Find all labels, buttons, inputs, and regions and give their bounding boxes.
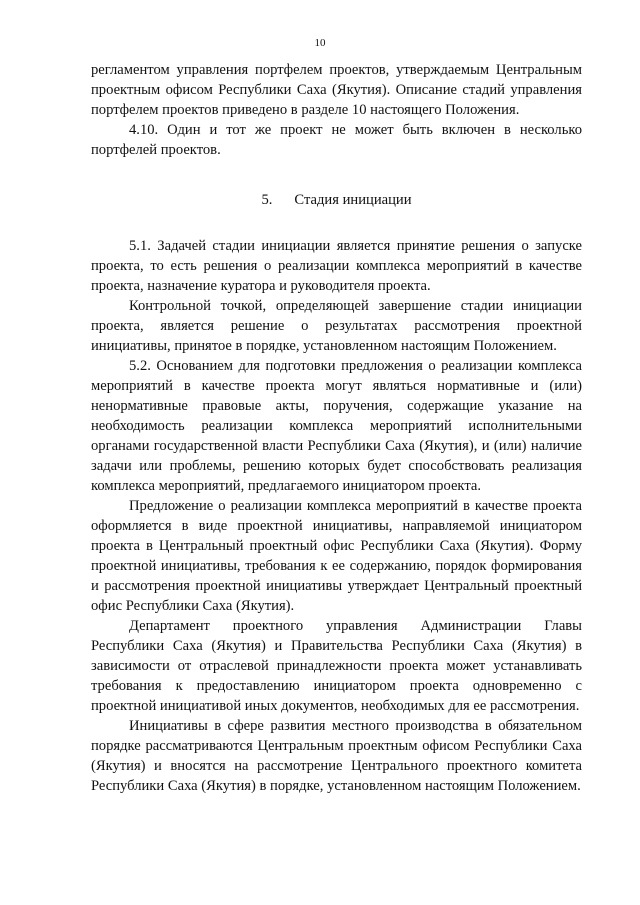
page-number: 10 [314, 37, 326, 49]
paragraph-local-production: Инициативы в сфере развития местного производства в обязательном порядке рассматриваются Центральным проектным офисом Республики Саха (Якутия) и вносятся на рассмотрение Центрального проектного комитета Республики Саха (Якутия) в порядке, установленном настоящим Положением. [91, 718, 582, 794]
paragraph-proposal: Предложение о реализации комплекса мероприятий в качестве проекта оформляется в виде проектной инициативы, направляемой инициатором проекта в Центральный проектный офис Республики Саха (Якутия). Форму проектной инициативы, требования к ее содержанию, порядок формирования и рассмотрения проектной инициативы утверждает Центральный проектный офис Республики Саха (Якутия). [91, 498, 582, 614]
paragraph-department: Департамент проектного управления Администрации Главы Республики Саха (Якутия) и Правительства Республики Саха (Якутия) в зависимости от отраслевой принадлежности проекта может устанавливать требования к предоставлению инициатором проекта одновременно с проектной инициативой иных документов, необходимых для ее рассмотрения. [91, 618, 582, 714]
paragraph-5-2: 5.2. Основанием для подготовки предложения о реализации комплекса мероприятий в качестве проекта могут являться нормативные и (или) ненормативные правовые акты, поручения, содержащие указание на необходимость реализации комплекса мероприятий исполнительными органами государственной власти Республики Саха (Якутия), и (или) наличие задачи или проблемы, решению которых будет способствовать реализация комплекса мероприятий, предлагаемого инициатором проекта. [91, 358, 582, 494]
paragraph-5-1: 5.1. Задачей стадии инициации является принятие решения о запуске проекта, то есть решения о реализации комплекса мероприятий в качестве проекта, назначение куратора и руководителя проекта. [91, 238, 582, 294]
section-heading [91, 190, 582, 210]
section-title: Стадия инициации [294, 192, 412, 208]
paragraph-control-point: Контрольной точкой, определяющей завершение стадии инициации проекта, является решение о результатах рассмотрения проектной инициативы, принятое в порядке, установленном настоящим Положением. [91, 298, 582, 354]
paragraph-4-10: 4.10. Один и тот же проект не может быть включен в несколько портфелей проектов. [91, 122, 582, 158]
continued-paragraph: регламентом управления портфелем проектов, утверждаемым Центральным проектным офисом Республики Саха (Якутия). Описание стадий управления портфелем проектов приведено в разделе 10 настоящего Положения. [91, 62, 582, 118]
document-body [91, 60, 582, 796]
section-number: 5. [261, 192, 273, 208]
